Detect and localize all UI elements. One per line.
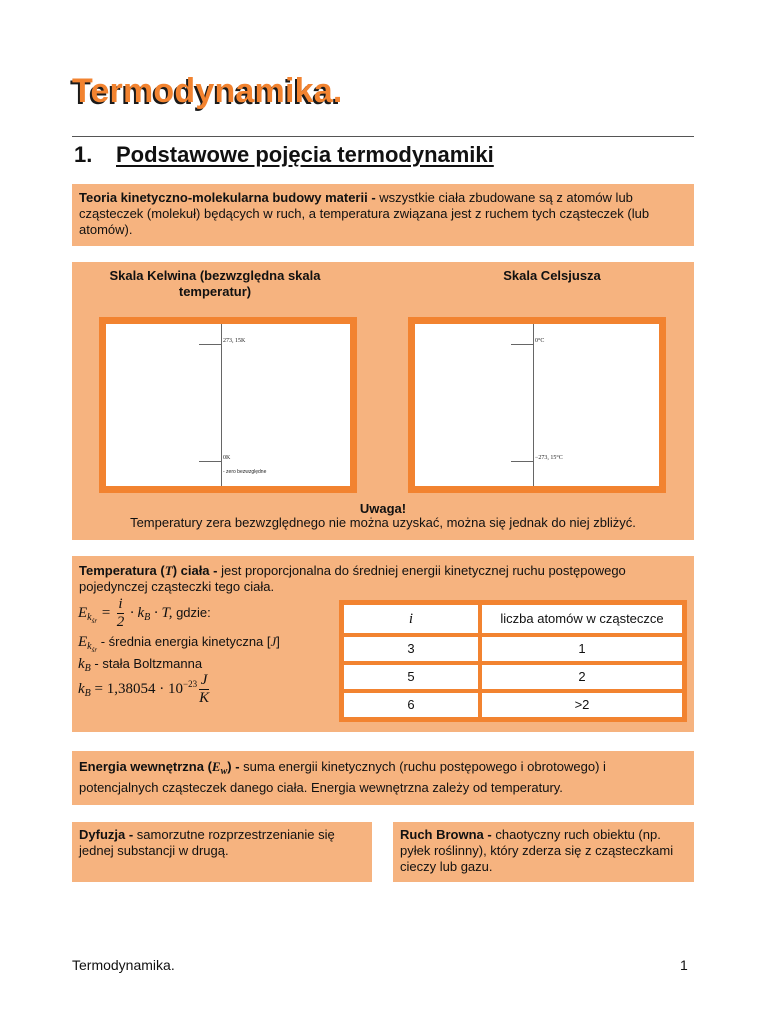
kelvin-scale-label: Skala Kelwina (bezwzględna skala temperatur) bbox=[109, 268, 321, 299]
celsius-scale-figure bbox=[408, 317, 666, 493]
kinetic-theory-text: wszystkie ciała zbudowane są z atomów lub cząsteczek (molekuł) będących w ruch, a temperatura związana jest z ruchem tych cząsteczek (lub atomów). bbox=[79, 190, 650, 237]
table-row bbox=[342, 691, 684, 719]
kelvin-scale-figure bbox=[99, 317, 357, 493]
document-title: Termodynamika. bbox=[72, 72, 343, 110]
table-header-row bbox=[342, 603, 684, 635]
kelvin-zero-note: - zero bezwzględne bbox=[223, 469, 267, 475]
table-row bbox=[342, 663, 684, 691]
table-header-cell: liczba atomów w cząsteczce bbox=[480, 603, 684, 635]
footer-title: Termodynamika. bbox=[72, 957, 175, 973]
kelvin-tick-top bbox=[199, 344, 221, 345]
temperature-term: Temperatura (T) ciała - bbox=[79, 563, 218, 578]
internal-energy-term: Energia wewnętrzna $(E_w)$ - bbox=[79, 759, 240, 777]
celsius-scale-label: Skala Celsjusza bbox=[503, 268, 601, 283]
warning-title: Uwaga! bbox=[359, 501, 407, 516]
boltzmann-constant-formula: $k_B = 1,38054 \cdot 10^{-23}$ $\frac{J}{K}$ bbox=[78, 672, 210, 706]
table-cell: 2 bbox=[480, 663, 684, 691]
section-number: 1. bbox=[74, 142, 93, 167]
section-title: Podstawowe pojęcia termodynamiki bbox=[116, 142, 494, 167]
table-cell: 1 bbox=[480, 635, 684, 663]
title-divider bbox=[72, 136, 694, 137]
brownian-motion-box bbox=[393, 822, 694, 882]
table-cell: 6 bbox=[342, 691, 480, 719]
average-energy-definition: $E_{kśr}$ - średnia energia kinetyczna [J] bbox=[78, 634, 280, 654]
diffusion-term: Dyfuzja - bbox=[79, 827, 134, 842]
page-number: 1 bbox=[680, 957, 688, 973]
temperature-scales-box bbox=[72, 262, 694, 540]
celsius-tick-top bbox=[511, 344, 533, 345]
table-cell: >2 bbox=[480, 691, 684, 719]
diffusion-text: samorzutne rozprzestrzenianie się jednej substancji w drugą. bbox=[79, 827, 335, 858]
table-row bbox=[342, 635, 684, 663]
kelvin-bottom-label: 0K bbox=[223, 455, 231, 461]
kelvin-axis bbox=[221, 324, 222, 486]
energy-formula: $E_{kśr}$ = $\frac{i}{2}$ · $k_B \cdot T$, gdzie: bbox=[78, 596, 211, 630]
temperature-definition: Temperatura (T) ciała - jest proporcjonalna do średniej energii kinetycznej ruchu postępowego pojedynczej cząsteczki tego ciała. bbox=[79, 563, 626, 594]
celsius-top-label: 0°C bbox=[535, 338, 545, 344]
brownian-motion-text: chaotyczny ruch obiektu (np. pyłek roślinny), który zderza się z cząsteczkami cieczy lub gazu. bbox=[400, 827, 674, 874]
brownian-motion-term: Ruch Browna - bbox=[400, 827, 492, 842]
kelvin-top-label: 273, 15K bbox=[223, 338, 246, 344]
table-cell: 5 bbox=[342, 663, 480, 691]
internal-energy-box bbox=[72, 751, 694, 805]
kelvin-tick-bottom bbox=[199, 461, 221, 462]
diffusion-box bbox=[72, 822, 372, 882]
celsius-axis bbox=[533, 324, 534, 486]
degrees-of-freedom-table bbox=[339, 600, 687, 722]
kinetic-theory-box bbox=[72, 184, 694, 246]
temperature-box bbox=[72, 556, 694, 732]
celsius-tick-bottom bbox=[511, 461, 533, 462]
table-header-cell: i bbox=[342, 603, 480, 635]
boltzmann-definition: $k_B$ - stała Boltzmanna bbox=[78, 656, 203, 674]
celsius-bottom-label: −273, 15°C bbox=[535, 455, 563, 461]
section-heading bbox=[74, 142, 494, 168]
internal-energy-text: suma energii kinetycznych (ruchu postępowego i obrotowego) i potencjalnych cząsteczek danego ciała. Energia wewnętrzna zależy od temperatury. bbox=[79, 759, 606, 795]
table-cell: 3 bbox=[342, 635, 480, 663]
kinetic-theory-term: Teoria kinetyczno-molekularna budowy materii - bbox=[79, 190, 376, 205]
warning-text: Temperatury zera bezwzględnego nie można uzyskać, można się jednak do niej zbliżyć. bbox=[130, 515, 636, 530]
